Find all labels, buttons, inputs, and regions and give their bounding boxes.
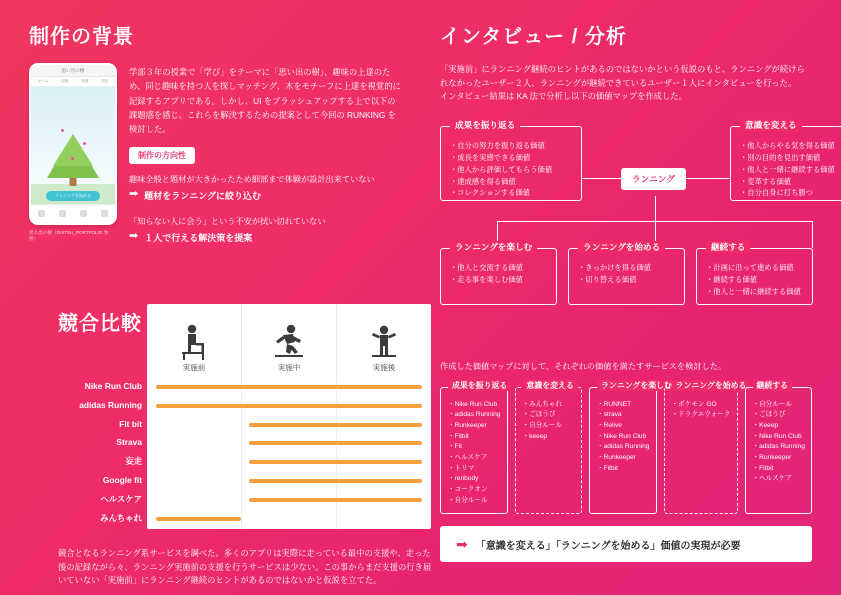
phone-cta-button[interactable]: ランニングを始める [46, 191, 100, 201]
connector-line-right [688, 178, 730, 179]
value-item: ・ 走る事を楽しむ価値 [450, 274, 548, 286]
value-item: ・ 他人と交流する価値 [450, 262, 548, 274]
table-row [147, 510, 431, 529]
service-item: ・ Nike Run Club [597, 432, 650, 443]
table-row [147, 472, 431, 491]
section-title-background: 制作の背景 [29, 26, 134, 48]
value-box-title-1: 意識を変える [740, 119, 802, 131]
section-title-competitor: 競合比較 [58, 313, 142, 335]
value-list-0 [450, 140, 573, 199]
section-title-interview: インタビュー / 分析 [440, 26, 627, 48]
value-box-title-3: ランニングを始める [578, 241, 665, 253]
value-item: ・ 自分の努力を振り返る価値 [450, 140, 573, 152]
conclusion-banner [440, 526, 812, 562]
table-row [147, 453, 431, 472]
background-text-block [129, 63, 401, 256]
support-bar [249, 460, 422, 464]
phone-app-title: 思い出の樹 [61, 67, 85, 73]
service-list-0 [448, 400, 501, 507]
service-item: ・ みんちゃれ [523, 400, 576, 411]
phone-tab-bar [31, 77, 115, 87]
value-item: ・ 別の目的を見出す価値 [740, 152, 841, 164]
phone-tab-3[interactable]: 設定 [101, 79, 109, 83]
service-item: ・ adidas Running [448, 410, 501, 421]
problem-text-1: 「知らない人に会う」という不安が拭い切れていない [129, 216, 326, 226]
value-list-4 [706, 262, 804, 297]
value-item: ・ 他人と一緒に継続する価値 [706, 286, 804, 298]
service-box-1 [515, 380, 583, 515]
service-item: ・ Runkeeper [448, 421, 501, 432]
chart-icon[interactable] [59, 210, 66, 217]
tree-foliage-top-icon [53, 134, 93, 166]
support-bar [249, 498, 422, 502]
value-item: ・ 変革する価値 [740, 176, 841, 188]
value-list-3 [578, 262, 676, 286]
value-item: ・ 他人から評価してもらう価値 [450, 164, 573, 176]
phone-tab-1[interactable]: 記録 [61, 79, 69, 83]
value-box-0 [440, 120, 582, 201]
value-item: ・ コレクションする価値 [450, 187, 573, 199]
running-person-icon [269, 322, 309, 362]
service-box-2 [589, 380, 672, 515]
phone-mockup-wrap [29, 63, 115, 243]
app-name-2: Fit bit [119, 418, 142, 429]
service-item: ・ Nike Run Club [753, 432, 806, 443]
service-item: ・ RUNNET [597, 400, 650, 411]
service-item: ・ strava [597, 410, 650, 421]
trophy-icon[interactable] [80, 210, 87, 217]
service-item: ・ ヘルスケア [448, 453, 501, 464]
background-content-row [29, 63, 401, 256]
value-map [440, 116, 835, 352]
service-item: ・ Fitbit [753, 464, 806, 475]
service-item: ・ adidas Running [753, 442, 806, 453]
service-item: ・ Runkeeper [597, 453, 650, 464]
competitor-description: 競合となるランニング系サービスを調べた。多くのアプリは実際に走っている最中の支援や、走った後の記録ながら々、ランニング実施前の支援を行うサービスは少ない。この事からまだ支援の行き届いていない「実施前」にランニング継続のヒントがあるのではないかと仮説を立てた。 [58, 548, 432, 586]
left-column [29, 20, 432, 586]
service-item: ・ adidas Running [597, 442, 650, 453]
service-item: ・ Fitbit [448, 432, 501, 443]
app-name-0: Nike Run Club [84, 381, 142, 391]
solution-text-0: 題材をランニングに絞り込む [144, 191, 262, 202]
competitor-column-label-2: 実施後 [372, 363, 396, 372]
value-item: ・ 他人と一緒に継続する価値 [740, 164, 841, 176]
support-bar [156, 385, 423, 389]
competitor-column-after [336, 304, 431, 378]
service-item: ・ ごほうび [753, 410, 806, 421]
service-list-1 [523, 400, 576, 443]
phone-bottom-nav [31, 204, 115, 222]
competitor-table [147, 304, 431, 529]
service-item: ・ Nike Run Club [448, 400, 501, 411]
arrow-right-icon: ➡ [456, 535, 468, 552]
value-item: ・ 成長を実感できる価値 [450, 152, 573, 164]
gear-icon[interactable] [101, 210, 108, 217]
value-item: ・ 計画に沿って進める価値 [706, 262, 804, 274]
conclusion-text: 「意識を変える」「ランニングを始める」価値の実現が必要 [475, 540, 741, 552]
service-item: ・ トリマ [448, 464, 501, 475]
service-item: ・ コークオン [448, 485, 501, 496]
blossom-dot-icon [61, 129, 64, 132]
value-box-4 [696, 242, 813, 305]
arrow-right-icon: ➡ [129, 229, 139, 242]
service-box-title-2: ランニングを楽しむ [597, 380, 676, 391]
background-lead-text: 学部３年の授業で「学び」をテーマに「思い出の樹」、趣味の上達のため、同じ趣味を持つ人を探しマッチング、木をモチーフに上達を視覚的に記録するアプリである。しかし、UI をブラッシュアップする上で以下の課題感を感じ、これらを解決するための提案として今回の RUNKING を検討した。 [129, 67, 401, 135]
service-item: ・ Runkeeper [753, 453, 806, 464]
competitor-column-before [147, 304, 241, 378]
service-item: ・ ポケモン GO [672, 400, 731, 411]
value-box-1 [730, 120, 841, 201]
value-item: ・ 達成感を得る価値 [450, 176, 573, 188]
blossom-dot-icon [71, 157, 74, 160]
table-row [147, 416, 431, 435]
value-item: ・ 自分自身に打ち勝つ [740, 187, 841, 199]
phone-tab-2[interactable]: 実績 [81, 79, 89, 83]
stretching-person-icon [367, 322, 401, 362]
support-bar [156, 404, 423, 408]
service-box-title-0: 成果を振り返る [448, 380, 511, 391]
service-item: ・ 自分ルール [753, 400, 806, 411]
blossom-dot-icon [83, 142, 86, 145]
support-bar [249, 441, 422, 445]
services-row [440, 380, 812, 515]
service-item: ・ Fitbit [597, 464, 650, 475]
support-bar [249, 423, 422, 427]
value-box-title-4: 継続する [706, 241, 750, 253]
value-list-2 [450, 262, 548, 286]
service-item: ・ renbody [448, 474, 501, 485]
support-bar [249, 479, 422, 483]
support-bar [156, 517, 241, 521]
service-item: ・ Fit [448, 442, 501, 453]
app-name-3: Strava [116, 437, 142, 448]
phone-mockup [29, 63, 117, 225]
app-name-1: adidas Running [79, 399, 142, 410]
app-name-4: 妄走 [125, 456, 142, 467]
service-box-4 [745, 380, 813, 515]
connector-line-down [812, 221, 813, 248]
phone-app-header [31, 65, 115, 77]
competitor-bar-rows [147, 378, 431, 529]
connector-line-down [655, 196, 656, 221]
service-item: ・ 自分ルール [523, 421, 576, 432]
value-item: ・ 切り替える価値 [578, 274, 676, 286]
service-item: ・ ごほうび [523, 410, 576, 421]
table-row [147, 434, 431, 453]
direction-tag: 制作の方向性 [129, 147, 195, 164]
service-list-4 [753, 400, 806, 485]
service-item: ・ ドラクエウォーク [672, 410, 731, 421]
service-box-0 [440, 380, 508, 515]
problem-text-0: 趣味全般と題材が大きかったため細部まで体験が設計出来ていない [129, 175, 375, 185]
sitting-person-icon [177, 322, 211, 362]
competitor-header-row [147, 304, 431, 378]
phone-screen-illustration [31, 87, 115, 204]
connector-line-left [582, 178, 623, 179]
table-row [147, 397, 431, 416]
value-item: ・ きっかけを得る価値 [578, 262, 676, 274]
services-note: 作成した価値マップに対して、それぞれの価値を満たすサービスを検討した。 [440, 362, 727, 372]
table-row [147, 378, 431, 397]
home-icon[interactable] [38, 210, 45, 217]
app-name-5: Google fit [102, 474, 142, 485]
value-box-3 [568, 242, 685, 305]
value-box-2 [440, 242, 557, 305]
phone-caption: 思え出の樹（DAITSU_PORTFOLIO 参照） [29, 230, 109, 242]
competitor-column-label-0: 実施前 [182, 363, 206, 372]
table-row [147, 491, 431, 510]
service-box-3 [664, 380, 747, 515]
service-box-title-1: 意識を変える [523, 380, 578, 391]
value-box-title-0: 成果を振り返る [450, 119, 520, 131]
service-box-title-4: 継続する [753, 380, 793, 391]
value-item: ・ 他人からやる気を得る価値 [740, 140, 841, 152]
right-column [440, 20, 835, 562]
service-box-title-3: ランニングを始める [672, 380, 751, 391]
service-item: ・ Keeep [753, 421, 806, 432]
app-name-6: ヘルスケア [100, 493, 142, 504]
app-name-7: みんちゃれ [100, 512, 142, 523]
value-item: ・ 継続する価値 [706, 274, 804, 286]
arrow-right-icon: ➡ [129, 188, 139, 201]
interview-description-2: インタビュー結果は KA 法で分析し以下の価値マップを作成した。 [440, 91, 687, 102]
solution-row-1 [129, 229, 401, 245]
service-item: ・ keeep [523, 432, 576, 443]
service-item: ・ Relive [597, 421, 650, 432]
value-list-1 [740, 140, 841, 199]
solution-row-0 [129, 190, 401, 203]
service-item: ・ ヘルスケア [753, 474, 806, 485]
service-list-3 [672, 400, 731, 421]
competitor-column-label-1: 実施中 [277, 363, 301, 372]
phone-tab-0[interactable]: ホーム [37, 79, 49, 83]
interview-description [440, 63, 812, 104]
service-item: ・ 自分ルール [448, 496, 501, 507]
solution-text-1: １人で行える解決策を提案 [144, 232, 253, 243]
competitor-app-names [58, 377, 142, 527]
value-box-title-2: ランニングを楽しむ [450, 241, 537, 253]
competitor-column-during [241, 304, 336, 378]
center-node-running: ランニング [621, 168, 686, 190]
interview-description-1: 「実施前」にランニング継続のヒントがあるのではないかという仮説のもと、ランニングが続けられなかったユーザー２人、ランニングが継続できているユーザー１人にインタビューを行った。 [440, 64, 805, 88]
service-list-2 [597, 400, 650, 475]
